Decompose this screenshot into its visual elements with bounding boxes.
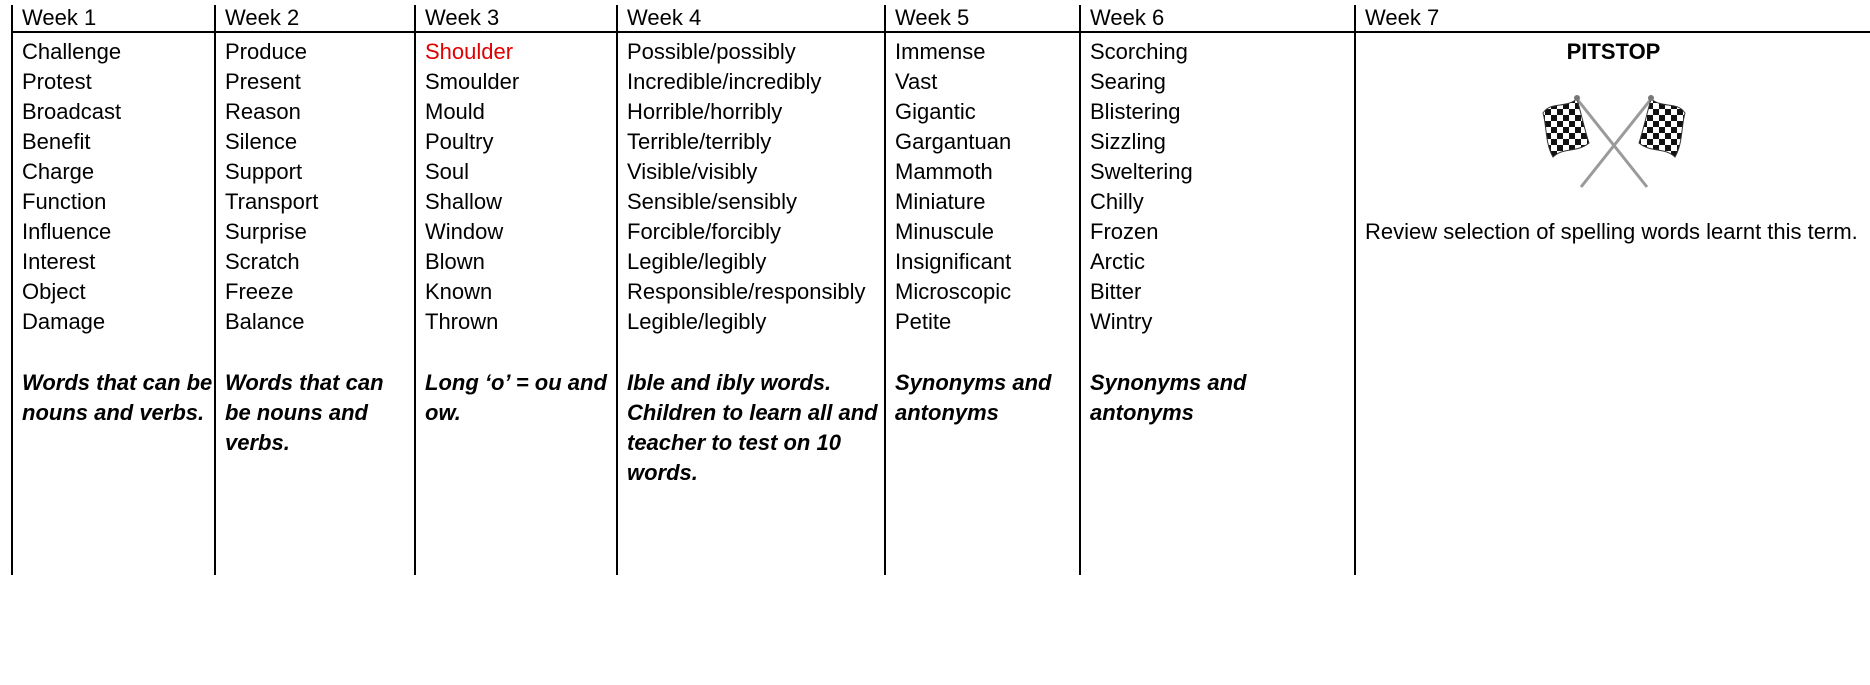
pitstop-title: PITSTOP (1566, 39, 1661, 64)
spelling-word: Sizzling (1090, 129, 1166, 154)
spelling-word: Produce (225, 39, 307, 64)
review-text: Review selection of spelling words learnt this term. (1365, 219, 1858, 244)
spelling-word: Mould (425, 99, 485, 124)
spelling-word: Transport (225, 189, 319, 214)
spelling-word: Interest (22, 249, 96, 274)
spelling-word: Arctic (1090, 249, 1145, 274)
week-header: Week 6 (1080, 5, 1355, 32)
spelling-word: Present (225, 69, 301, 94)
spelling-word: Blistering (1090, 99, 1181, 124)
header-row (12, 5, 1870, 32)
spelling-word: Soul (425, 159, 470, 184)
spelling-word: Sweltering (1090, 159, 1193, 184)
spelling-word: Searing (1090, 69, 1166, 94)
spelling-word: Responsible/responsibly (627, 279, 866, 304)
week-note: Synonyms and antonyms (1090, 370, 1247, 425)
spelling-word: Possible/possibly (627, 39, 796, 64)
spelling-word: Chilly (1090, 189, 1144, 214)
spelling-word: Mammoth (895, 159, 993, 184)
spelling-word: Incredible/incredibly (627, 69, 822, 94)
spelling-word: Silence (225, 129, 298, 154)
word-list (895, 37, 1079, 337)
content-row (12, 32, 1870, 575)
week-5-cell (885, 32, 1080, 575)
word-list (627, 37, 884, 337)
spelling-word: Challenge (22, 39, 122, 64)
week-6-cell (1080, 32, 1355, 575)
week-header: Week 7 (1355, 5, 1870, 32)
spelling-word: Bitter (1090, 279, 1142, 304)
week-header: Week 2 (215, 5, 415, 32)
week-header: Week 1 (12, 5, 215, 32)
spelling-word: Smoulder (425, 69, 520, 94)
spelling-word: Vast (895, 69, 938, 94)
spelling-word: Gargantuan (895, 129, 1012, 154)
word-list (425, 37, 616, 337)
week-note: Words that can be nouns and verbs. (225, 370, 384, 455)
spelling-word: Damage (22, 309, 106, 334)
spelling-word: Immense (895, 39, 986, 64)
highlighted-spelling-word: Shoulder (425, 39, 514, 64)
week-header: Week 3 (415, 5, 617, 32)
spelling-word: Broadcast (22, 99, 122, 124)
spelling-word: Protest (22, 69, 92, 94)
spelling-word: Known (425, 279, 493, 304)
checkered-flags-icon (1539, 91, 1698, 191)
spelling-word: Sensible/sensibly (627, 189, 797, 214)
spelling-table (11, 5, 1870, 575)
week-7-cell (1355, 32, 1870, 575)
spelling-word: Visible/visibly (627, 159, 758, 184)
spelling-word: Benefit (22, 129, 91, 154)
spelling-word: Blown (425, 249, 485, 274)
week-note: Ible and ibly words. Children to learn all and teacher to test on 10 words. (627, 370, 878, 485)
spelling-word: Window (425, 219, 504, 244)
spelling-word: Poultry (425, 129, 494, 154)
spelling-word: Shallow (425, 189, 503, 214)
spelling-word: Function (22, 189, 107, 214)
week-3-cell (415, 32, 617, 575)
spelling-word: Legible/legibly (627, 249, 767, 274)
week-header: Week 5 (885, 5, 1080, 32)
spelling-word: Miniature (895, 189, 986, 214)
spelling-word: Scorching (1090, 39, 1188, 64)
spelling-word: Horrible/horribly (627, 99, 783, 124)
spelling-word: Frozen (1090, 219, 1159, 244)
week-4-cell (617, 32, 885, 575)
spelling-word: Freeze (225, 279, 294, 304)
week-note: Long ‘o’ = ou and ow. (425, 370, 607, 425)
spelling-word: Support (225, 159, 303, 184)
spelling-word: Insignificant (895, 249, 1012, 274)
week-header: Week 4 (617, 5, 885, 32)
word-list (1090, 37, 1354, 337)
word-list (225, 37, 414, 337)
spelling-word: Influence (22, 219, 112, 244)
word-list (22, 37, 214, 337)
week-note: Words that can be nouns and verbs. (22, 370, 213, 425)
spelling-word: Reason (225, 99, 301, 124)
spelling-word: Petite (895, 309, 952, 334)
spelling-word: Forcible/forcibly (627, 219, 782, 244)
week-1-cell (12, 32, 215, 575)
spelling-word: Surprise (225, 219, 307, 244)
spelling-word: Gigantic (895, 99, 976, 124)
spelling-word: Terrible/terribly (627, 129, 772, 154)
spelling-word: Minuscule (895, 219, 995, 244)
spelling-word: Wintry (1090, 309, 1153, 334)
spelling-word: Balance (225, 309, 305, 334)
week-2-cell (215, 32, 415, 575)
spelling-word: Object (22, 279, 86, 304)
spelling-word: Microscopic (895, 279, 1012, 304)
spelling-word: Scratch (225, 249, 300, 274)
spelling-word: Charge (22, 159, 95, 184)
week-note: Synonyms and antonyms (895, 370, 1052, 425)
spelling-word: Thrown (425, 309, 499, 334)
spelling-word: Legible/legibly (627, 309, 767, 334)
